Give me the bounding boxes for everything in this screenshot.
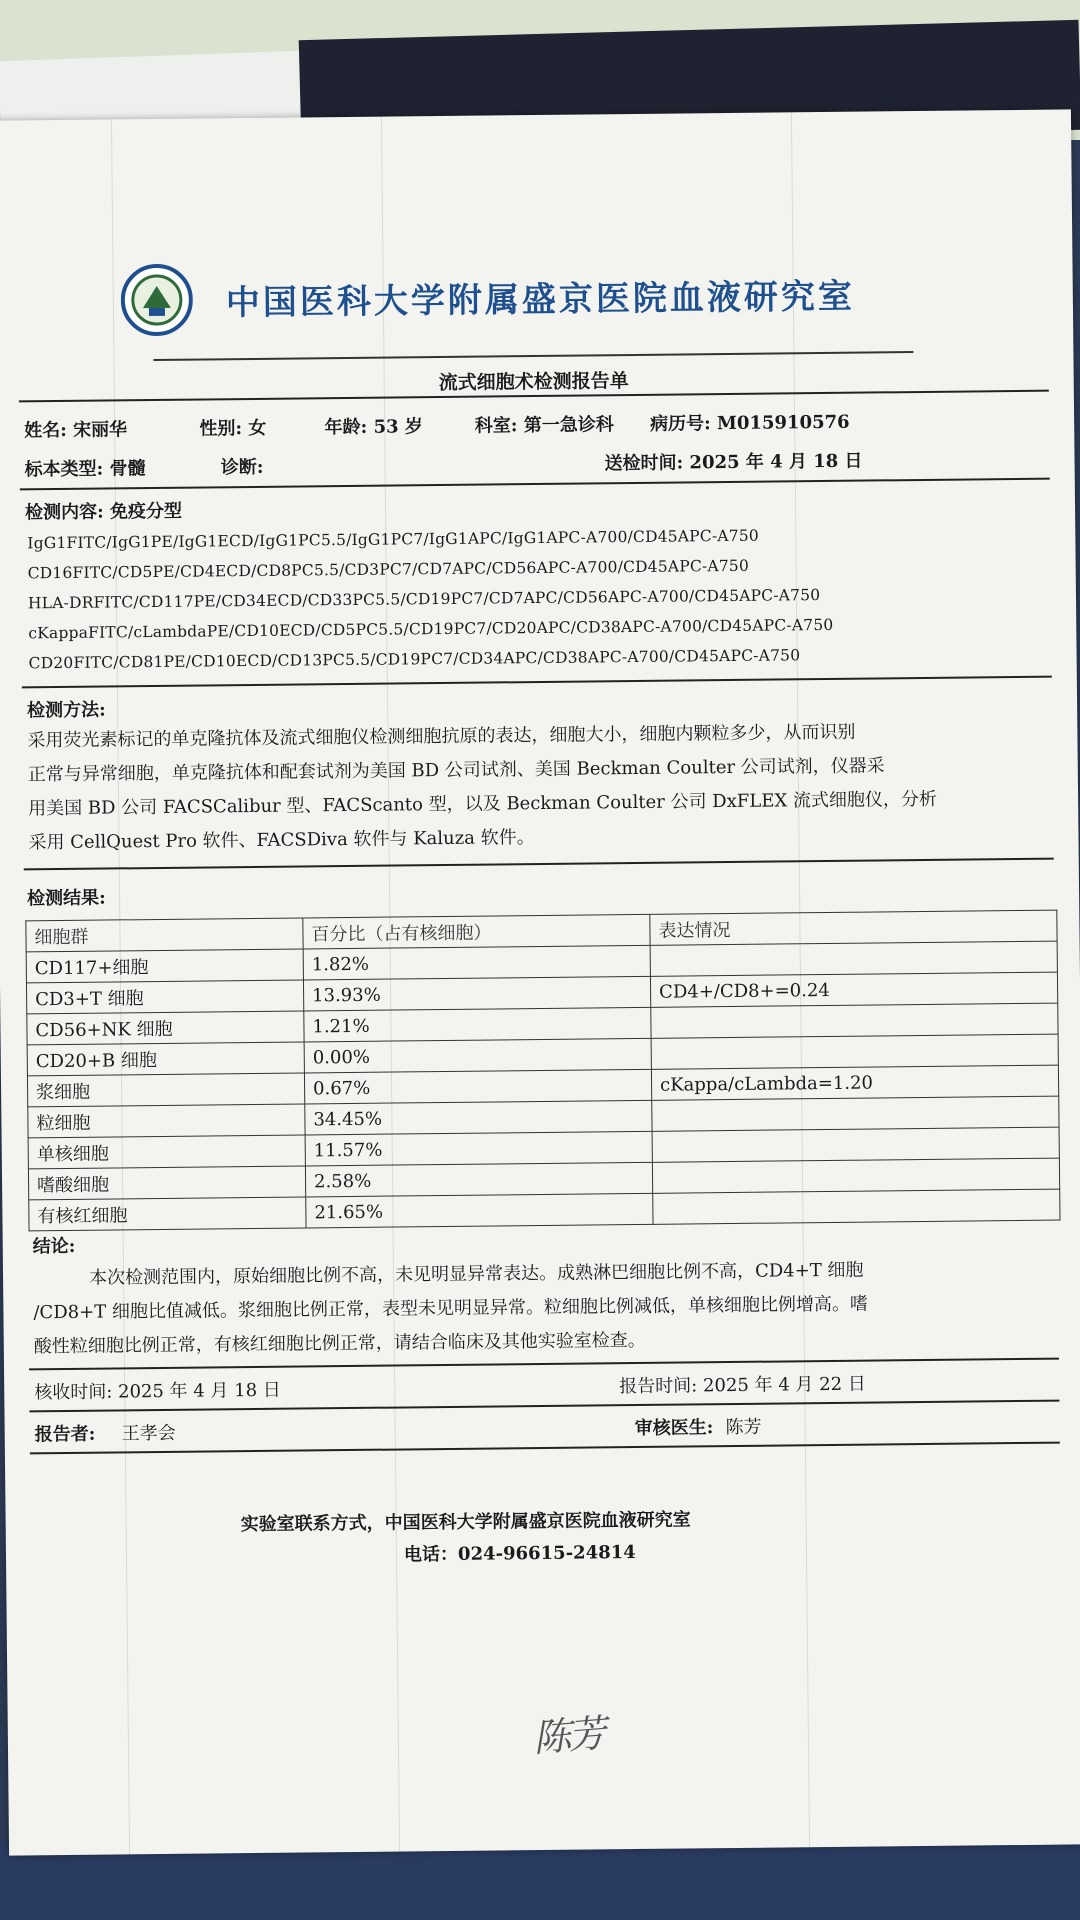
cell-population: CD20+B 细胞 [27, 1042, 304, 1076]
report-paper [0, 109, 1080, 1855]
cell-percent: 1.21% [304, 1007, 651, 1042]
cell-expression: CD4+/CD8+=0.24 [650, 972, 1057, 1007]
header-cell: 表达情况 [650, 910, 1057, 945]
lab-phone: 电话：024-96615-24814 [403, 1542, 636, 1566]
content-row [25, 497, 182, 525]
cell-percent: 34.45% [305, 1100, 652, 1135]
header-cell: 细胞群 [26, 918, 303, 952]
cell-percent: 13.93% [303, 976, 650, 1011]
antibody-panel: cKappaFITC/cLambdaPE/CD10ECD/CD5PC5.5/CD19PC7/CD20APC/CD38APC-A700/CD45APC-A750 [28, 615, 834, 643]
patient-sex: 女 [248, 417, 267, 440]
cell-percent: 2.58% [305, 1162, 652, 1197]
cell-expression [652, 1127, 1059, 1162]
cell-population: CD56+NK 细胞 [27, 1011, 304, 1045]
cell-percent: 0.67% [304, 1069, 651, 1104]
diagnosis-label: 诊断: [220, 456, 264, 479]
cell-population: 有核红细胞 [29, 1197, 306, 1231]
divider [22, 676, 1052, 689]
reporter-row [35, 1419, 176, 1446]
reviewer-row [635, 1413, 762, 1440]
cell-expression [653, 1189, 1060, 1224]
header-cell: 百分比（占有核细胞） [303, 914, 650, 949]
cell-population: CD117+细胞 [26, 949, 303, 983]
divider [30, 1442, 1060, 1455]
receive-time: 2025 年 4 月 18 日 [117, 1379, 281, 1403]
hospital-title: 中国医科大学附属盛京医院血液研究室 [225, 276, 856, 324]
sex-label: 性别: [199, 418, 243, 440]
send-time-label: 送检时间: [604, 452, 684, 475]
handwritten-signature: 陈芳 [531, 1711, 605, 1761]
content-label: 检测内容: [24, 501, 104, 524]
cell-expression [650, 941, 1057, 976]
receive-time-label: 核收时间: [34, 1381, 113, 1404]
report-time: 2025 年 4 月 22 日 [702, 1373, 866, 1397]
send-time-row [604, 447, 862, 476]
cell-expression [651, 1034, 1058, 1069]
age-label: 年龄: [324, 416, 368, 439]
content-value: 免疫分型 [109, 500, 183, 523]
record-label: 病历号: [649, 413, 711, 435]
reporter-name: 王孝会 [121, 1422, 176, 1445]
results-label: 检测结果: [26, 887, 106, 910]
report-title: 流式细胞术检测报告单 [438, 370, 629, 395]
method-line: 用美国 BD 公司 FACSCalibur 型、FACScanto 型，以及 Beckman Coulter 公司 DxFLEX 流式细胞仪，分析 [28, 788, 938, 820]
conclusion-label: 结论: [32, 1235, 76, 1258]
send-time: 2025 年 4 月 18 日 [689, 450, 863, 474]
cell-percent: 11.57% [305, 1131, 652, 1166]
specimen-label: 标本类型: [24, 458, 104, 481]
results-table [25, 910, 1060, 1232]
report-time-row [619, 1370, 866, 1399]
divider [24, 858, 1054, 871]
reviewer-name: 陈芳 [725, 1416, 762, 1439]
cell-population: 浆细胞 [27, 1073, 304, 1107]
cell-population: CD3+T 细胞 [26, 980, 303, 1014]
method-line: 正常与异常细胞，单克隆抗体和配套试剂为美国 BD 公司试剂、美国 Beckman Coulter 公司试剂，仪器采 [27, 755, 885, 786]
name-label: 姓名: [24, 419, 67, 442]
patient-name: 宋丽华 [73, 419, 128, 441]
cell-expression: cKappa/cLambda=1.20 [651, 1065, 1058, 1100]
hospital-header [120, 256, 921, 344]
cell-expression [652, 1096, 1059, 1131]
cell-percent: 21.65% [306, 1193, 653, 1228]
record-number: M015910576 [716, 411, 850, 435]
method-text [27, 714, 1058, 861]
report-time-label: 报告时间: [619, 1375, 698, 1398]
reviewer-label: 审核医生: [634, 1417, 714, 1440]
specimen-row [24, 453, 263, 482]
cell-expression [651, 1003, 1058, 1038]
antibody-panel: CD20FITC/CD81PE/CD10ECD/CD13PC5.5/CD19PC7/CD34APC/CD38APC-A700/CD45APC-A750 [28, 646, 801, 673]
antibody-panel: CD16FITC/CD5PE/CD4ECD/CD8PC5.5/CD3PC7/CD7APC/CD56APC-A700/CD45APC-A750 [27, 556, 750, 583]
cell-percent: 0.00% [304, 1038, 651, 1073]
cell-expression [652, 1158, 1059, 1193]
conclusion-line: /CD8+T 细胞比值减低。浆细胞比例正常，表型未见明显异常。粒细胞比例减低，单核细胞比例增高。嗜 [33, 1293, 869, 1324]
antibody-panel: HLA-DRFITC/CD117PE/CD34ECD/CD33PC5.5/CD19PC7/CD7APC/CD56APC-A700/CD45APC-A750 [27, 586, 821, 613]
conclusion-text [33, 1252, 1064, 1365]
cell-population: 嗜酸细胞 [28, 1166, 305, 1200]
cell-population: 单核细胞 [28, 1135, 305, 1169]
lab-contact: 实验室联系方式，中国医科大学附属盛京医院血液研究室 [240, 1509, 691, 1536]
method-line: 采用 CellQuest Pro 软件、FACSDiva 软件与 Kaluza 软件。 [28, 827, 535, 854]
method-label: 检测方法: [27, 699, 106, 722]
cell-population: 粒细胞 [28, 1104, 305, 1138]
conclusion-line: 本次检测范围内，原始细胞比例不高，未见明显异常表达。成熟淋巴细胞比例不高，CD4+T 细胞 [88, 1259, 864, 1289]
specimen-type: 骨髓 [109, 458, 146, 480]
cell-percent: 1.82% [303, 945, 650, 980]
hospital-logo-icon [120, 264, 193, 337]
patient-dept: 第一急诊科 [523, 414, 614, 437]
conclusion-line: 酸性粒细胞比例正常，有核红细胞比例正常，请结合临床及其他实验室检查。 [33, 1329, 646, 1358]
reporter-label: 报告者: [34, 1423, 96, 1446]
dept-label: 科室: [474, 415, 518, 437]
antibody-panel: IgG1FITC/IgG1PE/IgG1ECD/IgG1PC5.5/IgG1PC7/IgG1APC/IgG1APC-A700/CD45APC-A750 [27, 526, 760, 553]
divider [153, 351, 913, 361]
method-line: 采用荧光素标记的单克隆抗体及流式细胞仪检测细胞抗原的表达，细胞大小，细胞内颗粒多少，从而识别 [27, 721, 856, 752]
patient-info-row [24, 408, 850, 443]
receive-time-row [34, 1376, 281, 1405]
patient-age: 53 岁 [373, 416, 423, 438]
